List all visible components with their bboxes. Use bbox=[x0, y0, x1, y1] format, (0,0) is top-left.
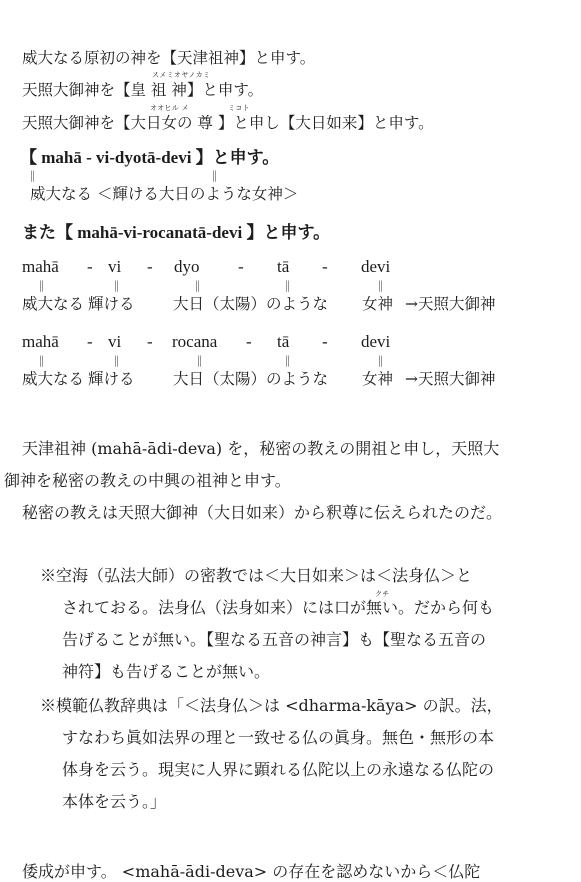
eq-mark: || bbox=[39, 354, 44, 367]
eq-mark: || bbox=[195, 279, 200, 292]
note-line: 神符】も告げることが無い。 bbox=[62, 662, 271, 681]
ruby-mikoto: ミコト bbox=[228, 104, 250, 112]
sanskrit-part: tā bbox=[277, 332, 290, 351]
eq-mark: || bbox=[285, 279, 290, 292]
sanskrit-part: rocana bbox=[172, 332, 218, 351]
sanskrit-part: mahā bbox=[22, 332, 59, 351]
gloss: 輝ける bbox=[88, 295, 135, 313]
hyphen: - bbox=[322, 332, 328, 351]
eq-mark: || bbox=[30, 169, 35, 182]
gloss: 輝ける bbox=[88, 370, 135, 388]
eq-mark: || bbox=[378, 354, 383, 367]
gloss: 女神 bbox=[362, 370, 394, 388]
note-line: ※模範仏教辞典は「＜法身仏＞は <dharma-kāya> の訳。法， bbox=[40, 696, 503, 715]
hyphen: - bbox=[147, 332, 153, 351]
eq-mark: || bbox=[378, 279, 383, 292]
bottom-line: 倭成が申す。 <mahā-ādi-deva> の存在を認めないから＜仏陀 bbox=[22, 862, 481, 881]
sanskrit-part: vi bbox=[108, 257, 122, 276]
note-line: 告げることが無い。【聖なる五音の神言】も【聖なる五音の bbox=[62, 630, 487, 649]
paragraph-line: 天津祖神 (mahā-ādi-deva) を，秘密の教えの開祖と申し，天照大 bbox=[22, 439, 500, 458]
eq-mark: || bbox=[39, 279, 44, 292]
eq-mark: || bbox=[212, 169, 217, 182]
hyphen: - bbox=[147, 257, 153, 276]
sanskrit-part: devi bbox=[361, 332, 391, 351]
note-line: すなわち眞如法界の理と一致せる仏の眞身。無色・無形の本 bbox=[62, 728, 495, 747]
ruby-sumemioya: スメミオヤノカミ bbox=[152, 71, 211, 79]
eq-mark: || bbox=[114, 279, 119, 292]
virocanata-line: また【 mahā-vi-rocanatā-devi 】と申す。 bbox=[22, 223, 331, 242]
gloss: →天照大御神 bbox=[405, 295, 496, 313]
gloss: →天照大御神 bbox=[405, 370, 496, 388]
paragraph-line: 御神を秘密の教えの中興の祖神と申す。 bbox=[4, 471, 291, 490]
ruby-oohiru-me: オオヒル メ bbox=[150, 104, 189, 112]
eq-mark: || bbox=[285, 354, 290, 367]
hyphen: - bbox=[238, 257, 244, 276]
sanskrit-part: devi bbox=[361, 257, 391, 276]
note-line: 本体を云う。」 bbox=[62, 792, 167, 811]
gloss: 大日（太陽）のような bbox=[173, 370, 329, 388]
ruby-kuchi: クチ bbox=[375, 590, 390, 598]
line-oohirume: 天照大御神を【大日女の 尊 】と申し【大日如来】と申す。 bbox=[22, 114, 434, 132]
gloss: 大日（太陽）のような bbox=[173, 295, 329, 313]
gloss: 威大なる bbox=[22, 370, 85, 388]
hyphen: - bbox=[87, 257, 93, 276]
line-kouso-shin: 天照大御神を【皇 祖 神】と申す。 bbox=[22, 81, 264, 99]
eq-mark: || bbox=[197, 354, 202, 367]
paragraph-line: 秘密の教えは天照大御神（大日如来）から釈尊に伝えられたのだ。 bbox=[22, 503, 503, 522]
note-line: されておる。法身仏（法身如来）には口が無い。だから何も bbox=[62, 598, 495, 617]
note-line: ※空海（弘法大師）の密教では＜大日如来＞は＜法身仏＞と bbox=[40, 566, 473, 585]
note-line: 体身を云う。現実に人界に顕れる仏陀以上の永遠なる仏陀の bbox=[62, 760, 495, 779]
hyphen: - bbox=[87, 332, 93, 351]
gloss: 威大なる bbox=[22, 295, 85, 313]
gloss: 女神 bbox=[362, 295, 394, 313]
sanskrit-part: mahā bbox=[22, 257, 59, 276]
line-original-god: 威大なる原初の神を【天津祖神】と申す。 bbox=[22, 49, 316, 67]
sanskrit-part: tā bbox=[277, 257, 290, 276]
vidyota-gloss: 威大なる ＜輝ける大日のような女神＞ bbox=[30, 185, 299, 203]
vidyota-heading: 【 mahā - vi-dyotā-devi 】と申す。 bbox=[20, 148, 280, 167]
hyphen: - bbox=[246, 332, 252, 351]
sanskrit-part: vi bbox=[108, 332, 122, 351]
sanskrit-part: dyo bbox=[174, 257, 200, 276]
eq-mark: || bbox=[114, 354, 119, 367]
hyphen: - bbox=[322, 257, 328, 276]
